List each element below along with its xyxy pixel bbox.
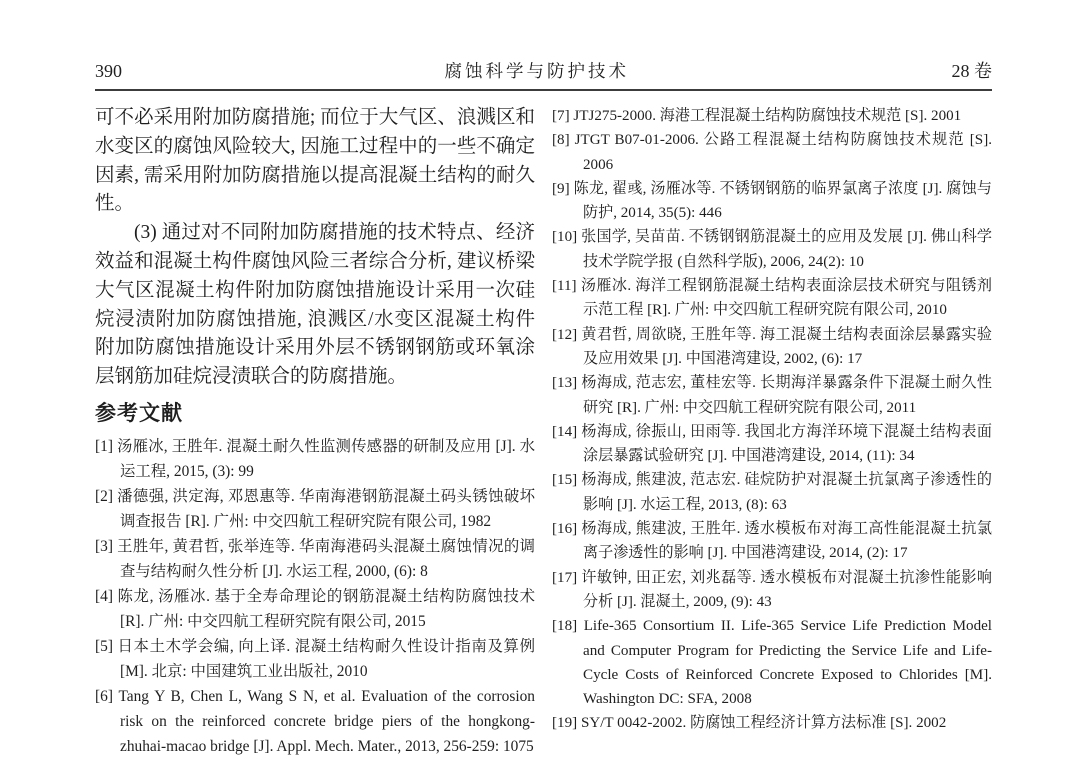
reference-number: [15] — [552, 472, 578, 489]
reference-item — [95, 534, 535, 584]
reference-text: 汤雁冰. 海洋工程钢筋混凝土结构表面涂层技术研究与阻锈剂示范工程 [R]. 广州: 中交四航工程研究院有限公司, 2010 — [580, 278, 992, 319]
reference-text: 汤雁冰, 王胜年. 混凝土耐久性监测传感器的研制及应用 [J]. 水运工程, 2015, (3): 99 — [117, 437, 535, 480]
reference-item — [95, 584, 535, 634]
reference-number: [4] — [95, 587, 113, 605]
reference-number: [9] — [552, 180, 570, 197]
reference-number: [18] — [552, 618, 578, 635]
reference-number: [17] — [552, 569, 578, 586]
left-column — [95, 104, 535, 759]
reference-number: [14] — [552, 423, 578, 440]
reference-text: 王胜年, 黄君哲, 张举连等. 华南海港码头混凝土腐蚀情况的调查与结构耐久性分析 [J]. 水运工程, 2000, (6): 8 — [117, 537, 535, 580]
two-column-layout — [95, 104, 992, 759]
reference-text: 陈龙, 汤雁冰. 基于全寿命理论的钢筋混凝土结构防腐蚀技术 [R]. 广州: 中交四航工程研究院有限公司, 2015 — [117, 587, 535, 630]
reference-item — [95, 634, 535, 684]
reference-item — [552, 177, 992, 226]
right-column — [552, 104, 992, 759]
reference-text: 杨海成, 范志宏, 董桂宏等. 长期海洋暴露条件下混凝土耐久性研究 [R]. 广州: 中交四航工程研究院有限公司, 2011 — [581, 375, 992, 416]
reference-number: [1] — [95, 437, 113, 455]
reference-number: [11] — [552, 278, 577, 295]
running-head — [95, 58, 992, 84]
journal-title: 腐蚀科学与防护技术 — [444, 61, 629, 81]
reference-number: [13] — [552, 375, 578, 392]
reference-text: SY/T 0042-2002. 防腐蚀工程经济计算方法标准 [S]. 2002 — [580, 715, 947, 732]
reference-text: Life-365 Consortium II. Life-365 Service Life Prediction Model and Computer Program for Predicting the Service Life and Life-Cycle Costs of Reinforced Concrete Exposed to Chlorides [M]. Washington DC: SFA, 2008 — [583, 618, 993, 708]
reference-number: [5] — [95, 637, 113, 655]
reference-item — [552, 128, 992, 177]
reference-item — [552, 468, 992, 517]
reference-text: 杨海成, 徐振山, 田雨等. 我国北方海洋环境下混凝土结构表面涂层暴露试验研究 [J]. 中国港湾建设, 2014, (11): 34 — [581, 423, 992, 465]
reference-text: 陈龙, 翟彧, 汤雁冰等. 不锈钢钢筋的临界氯离子浓度 [J]. 腐蚀与防护, 2014, 35(5): 446 — [573, 180, 992, 222]
reference-text: JTJ275-2000. 海港工程混凝土结构防腐蚀技术规范 [S]. 2001 — [573, 108, 962, 124]
reference-number: [16] — [552, 521, 578, 538]
references-heading: 参考文献 — [95, 401, 183, 425]
reference-text: 许敏钟, 田正宏, 刘兆磊等. 透水模板布对混凝土抗渗性能影响分析 [J]. 混凝土, 2009, (9): 43 — [581, 569, 992, 610]
reference-item — [552, 566, 992, 615]
reference-number: [3] — [95, 537, 113, 555]
reference-item — [552, 614, 992, 711]
reference-item — [552, 323, 992, 372]
reference-number: [7] — [552, 108, 570, 124]
reference-item — [95, 434, 535, 484]
reference-number: [19] — [552, 715, 578, 732]
reference-text: Tang Y B, Chen L, Wang S N, et al. Evaluation of the corrosion risk on the reinforced concrete bridge piers of the hongkong-zhuhai-macao bridge [J]. Appl. Mech. Mater., 2013, 256-259: 1075 — [118, 687, 535, 755]
reference-list-left — [95, 434, 535, 759]
page-number: 390 — [95, 61, 122, 81]
reference-list-right — [552, 104, 992, 736]
reference-number: [12] — [552, 326, 578, 343]
reference-text: 潘德强, 洪定海, 邓恩惠等. 华南海港钢筋混凝土码头锈蚀破坏调查报告 [R]. 广州: 中交四航工程研究院有限公司, 1982 — [117, 487, 535, 530]
reference-number: [10] — [552, 229, 578, 246]
reference-text: 日本土木学会编, 向上译. 混凝土结构耐久性设计指南及算例 [M]. 北京: 中国建筑工业出版社, 2010 — [117, 637, 535, 680]
reference-text: JTGT B07-01-2006. 公路工程混凝土结构防腐蚀技术规范 [S]. 2006 — [574, 132, 992, 173]
reference-text: 黄君哲, 周欲晓, 王胜年等. 海工混凝土结构表面涂层暴露实验及应用效果 [J]. 中国港湾建设, 2002, (6): 17 — [581, 326, 992, 367]
reference-text: 张国学, 吴苗苗. 不锈钢钢筋混凝土的应用及发展 [J]. 佛山科学技术学院学报 (自然科学版), 2006, 24(2): 10 — [581, 229, 993, 270]
body-paragraph-point3: (3) 通过对不同附加防腐措施的技术特点、经济效益和混凝土构件腐蚀风险三者综合分析, 建议桥梁大气区混凝土构件附加防腐蚀措施设计采用一次硅烷浸渍附加防腐蚀措施, 浪溅区/水变区混凝土构件附加防腐蚀措施设计采用外层不锈钢钢筋或环氧涂层钢筋加硅烷浸渍联合的防腐措施。 — [95, 222, 535, 388]
reference-item — [552, 274, 992, 323]
volume-label: 28 卷 — [951, 61, 992, 81]
reference-number: [2] — [95, 487, 113, 505]
reference-item — [552, 104, 992, 128]
reference-item — [552, 371, 992, 420]
body-paragraph-continuation: 可不必采用附加防腐措施; 而位于大气区、浪溅区和水变区的腐蚀风险较大, 因施工过程中的一些不确定因素, 需采用附加防腐措施以提高混凝土结构的耐久性。 — [95, 107, 535, 215]
header-rule — [95, 89, 992, 91]
reference-item — [552, 225, 992, 274]
reference-number: [6] — [95, 687, 113, 705]
reference-item — [95, 484, 535, 534]
reference-item — [552, 517, 992, 566]
reference-text: 杨海成, 熊建波, 范志宏. 硅烷防护对混凝土抗氯离子渗透性的影响 [J]. 水运工程, 2013, (8): 63 — [581, 472, 992, 513]
reference-item — [552, 711, 992, 735]
reference-item — [95, 684, 535, 759]
reference-item — [552, 420, 992, 469]
reference-number: [8] — [552, 132, 570, 149]
reference-text: 杨海成, 熊建波, 王胜年. 透水模板布对海工高性能混凝土抗氯离子渗透性的影响 [J]. 中国港湾建设, 2014, (2): 17 — [581, 521, 992, 562]
